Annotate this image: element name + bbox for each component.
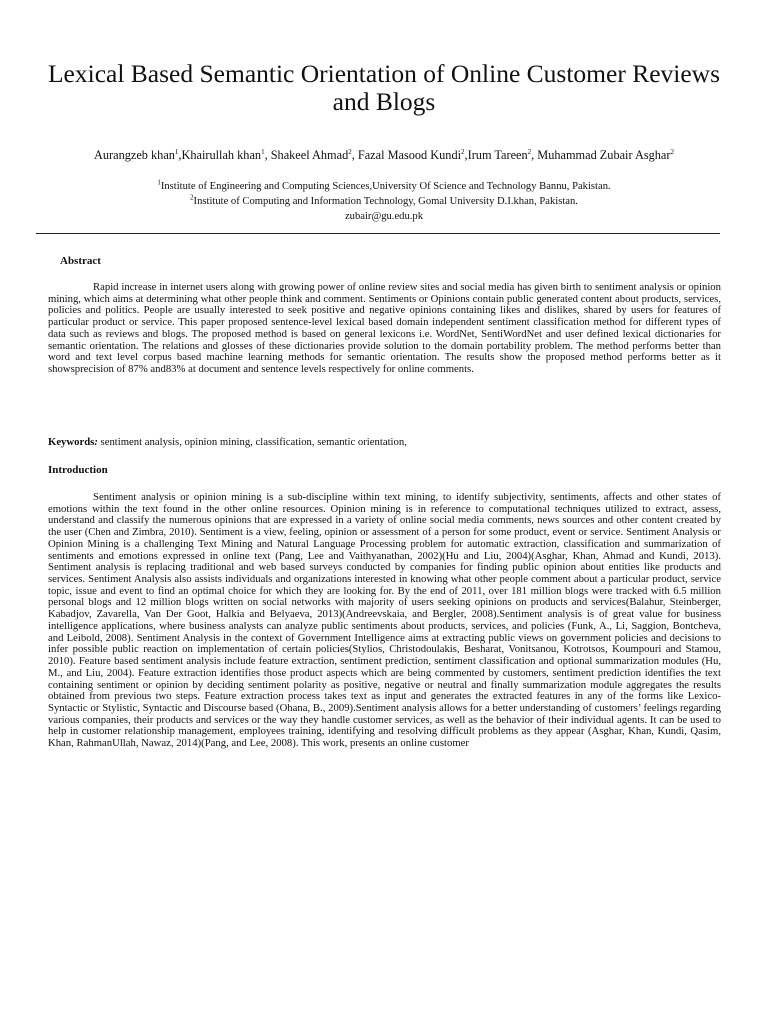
introduction-heading: Introduction — [48, 464, 108, 476]
author-name: ,Khairullah khan — [178, 148, 262, 162]
affiliation-text: Institute of Computing and Information Technology, Gomal University D.I.khan, Pakistan. — [193, 196, 578, 207]
author-affiliation-mark: 2 — [461, 147, 465, 156]
affiliation-1 — [40, 180, 728, 193]
author-name: , Shakeel Ahmad — [264, 148, 349, 162]
author-affiliation-mark: 2 — [527, 147, 532, 156]
contact-email: zubair@gu.edu.pk — [344, 211, 423, 222]
author-name: Aurangzeb khan — [94, 148, 175, 162]
author-name: ,Irum Tareen — [464, 148, 528, 162]
header-divider — [36, 233, 720, 234]
paper-title: Lexical Based Semantic Orientation of Online Customer Reviews and Blogs — [47, 59, 721, 116]
keywords-line — [48, 436, 721, 449]
affiliation-2 — [40, 195, 728, 208]
author-affiliation-mark: 2 — [670, 147, 674, 156]
keywords-text: sentiment analysis, opinion mining, classification, semantic orientation, — [97, 436, 407, 448]
author-affiliation-mark: 1 — [261, 147, 265, 156]
keywords-label-text: Keywords — [48, 436, 95, 448]
affiliation-text: Institute of Engineering and Computing Sciences,University Of Science and Technology Bannu, Pakistan. — [160, 181, 611, 192]
author-list — [60, 148, 708, 163]
affiliation-mark: 1 — [157, 178, 161, 187]
author-name: , Muhammad Zubair Asghar — [531, 148, 671, 162]
author-affiliation-mark: 1 — [174, 147, 179, 156]
abstract-text: Rapid increase in internet users along with growing power of online review sites and social media has given birth to sentiment analysis or opinion mining, which aims at determining what other people think and comment. Sentiments or Opinions contain public generated content about products, services, policies and politics. People are usually interested to seek positive and negative opinions containing likes and dislikes, shared by users for features of particular product or service. This paper proposed sentence-level lexical based domain independent sentiment classification method for different types of data such as reviews and blogs. The proposed method is based on general lexicons i.e. WordNet, SentiWordNet and user defined lexical dictionaries for semantic orientation. The relations and glosses of these dictionaries provide solution to the domain portability problem. The method performs better than word and text level corpus based machine learning methods for semantic orientation. The results show the proposed method performs better as it showsprecision of 87% and83% at document and sentence levels respectively for online comments. — [48, 281, 721, 376]
introduction-text: Sentiment analysis or opinion mining is a sub-discipline within text mining, to identify subjectivity, sentiments, affects and other states of emotions within the text found in the other online resources. Opinion mining is in reference to computational techniques utilized to extract, assess, understand and classify the numerous opinions that are expressed in a variety of online social media comments, news sources and other content created by the user (Chen and Zimbra, 2010). Sentiment is a view, feeling, opinion or assessment of a person for some product, event or service. Sentiment Analysis or Opinion Mining is a challenging Text Mining and Natural Language Processing problem for automatic extraction, classification and summarization of sentiments and emotions expressed in online text (Pang, Lee and Vaithyanathan, 2002)(Hu and Liu, 2004)(Asghar, Khan, Ahmad and Kundi, 2013). Sentiment analysis is replacing traditional and web based surveys conducted by companies for finding public opinion about entities like products and services. Sentiment Analysis also assists individuals and organizations interested in knowing what other people comment about a particular product, service topic, issue and event to find an optimal choice for which they are looking for. By the end of 2011, over 181 million blogs were tracked with 6.5 million personal blogs and 12 million blogs written on social networks with majority of users seeking opinions on products and services(Balahur, Steinberger, Kabadjov, Zavarella, Van Der Goot, Halkia and Belyaeva, 2013)(Andreevskaia, and Bergler, 2008).Sentiment analysis is of great value for business intelligence applications, where business analysts can analyze public sentiments about products, services, and policies (Funk, A., Li, Saggion, Bontcheva, and Leibold, 2008). Sentiment Analysis in the context of Government Intelligence aims at extracting public views on government policies and decisions to infer possible public reaction on implementation of certain policies(Stylios, Christodoulakis, Besharat, Vonitsanou, Kotrotsos, Koumpouri and Stamou, 2010). Feature based sentiment analysis include feature extraction, sentiment prediction, sentiment classification and optional summarization modules (Hu, M., and Liu, 2004). Feature extraction identifies those product aspects which are being commented by customers, sentiment prediction identifies the text containing sentiment or opinion by deciding sentiment polarity as positive, negative or neutral and finally summarization module aggregates the results obtained from previous two steps. Feature extraction process takes text as input and generates the extracted features in any of the forms like Lexico-Syntactic or Stylistic, Syntactic and Discourse based (Ohana, B., 2009).Sentiment analysis allows for a better understanding of customers’ feelings regarding various companies, their products and services or the way they handle customer services, as well as the behavior of their individual agents. It can be used to help in customer relationship management, employees training, identifying and resolving difficult problems as they appear (Asghar, Khan, Kundi, Qasim, Khan, RahmanUllah, Nawaz, 2014)(Pang, and Lee, 2008). This work, presents an online customer — [48, 491, 721, 750]
keywords-label — [48, 436, 98, 448]
author-affiliation-mark: 2 — [348, 147, 352, 156]
affiliation-mark: 2 — [190, 193, 194, 202]
author-name: , Fazal Masood Kundi — [351, 148, 462, 162]
keywords-colon: : — [94, 436, 98, 448]
abstract-heading: Abstract — [60, 255, 101, 267]
